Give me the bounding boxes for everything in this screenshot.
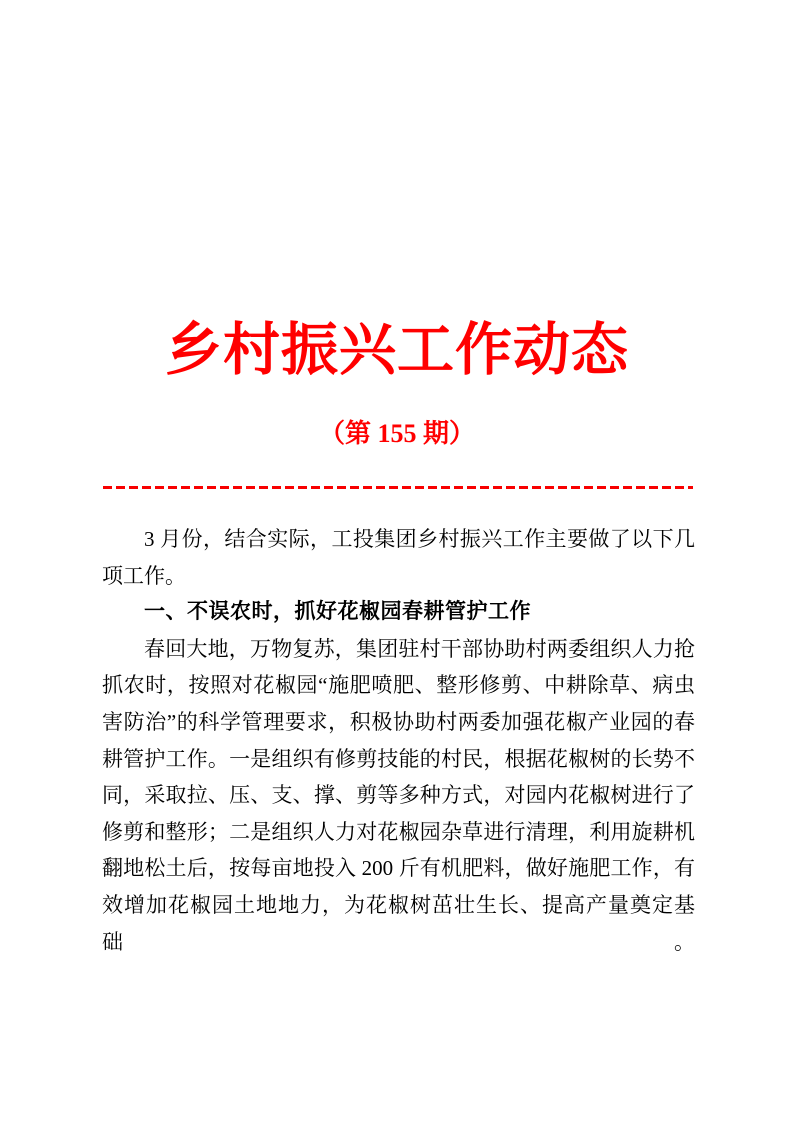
document-body <box>102 521 695 960</box>
section-paragraph-line: 修剪和整形；二是组织人力对花椒园杂草进行清理，利用旋耕机 <box>102 819 695 844</box>
section-paragraph-line: 害防治”的科学管理要求，积极协助村两委加强花椒产业园的春 <box>102 709 695 734</box>
document-title: 乡村振兴工作动态 <box>165 319 629 382</box>
intro-paragraph-line: 项工作。 <box>102 563 186 588</box>
section-paragraph-line: 春回大地，万物复苏，集团驻村干部协助村两委组织人力抢 <box>144 636 695 661</box>
section-heading: 一、不误农时，抓好花椒园春耕管护工作 <box>144 600 531 624</box>
intro-paragraph-line: 3 月份，结合实际，工投集团乡村振兴工作主要做了以下几 <box>144 527 695 551</box>
section-paragraph-line: 翻地松土后，按每亩地投入 200 斤有机肥料，做好施肥工作，有 <box>102 856 695 881</box>
section-paragraph-line: 耕管护工作。一是组织有修剪技能的村民，根据花椒树的长势不 <box>102 746 695 771</box>
red-dashed-divider <box>103 486 693 489</box>
section-paragraph-line: 同，采取拉、压、支、撑、剪等多种方式，对园内花椒树进行了 <box>102 783 695 808</box>
issue-number: （第 155 期） <box>318 419 475 448</box>
section-paragraph-line: 抓农时，按照对花椒园“施肥喷肥、整形修剪、中耕除草、病虫 <box>102 673 695 698</box>
section-paragraph-line: 效增加花椒园土地地力，为花椒树茁壮生长、提高产量奠定基础。 <box>102 892 695 954</box>
